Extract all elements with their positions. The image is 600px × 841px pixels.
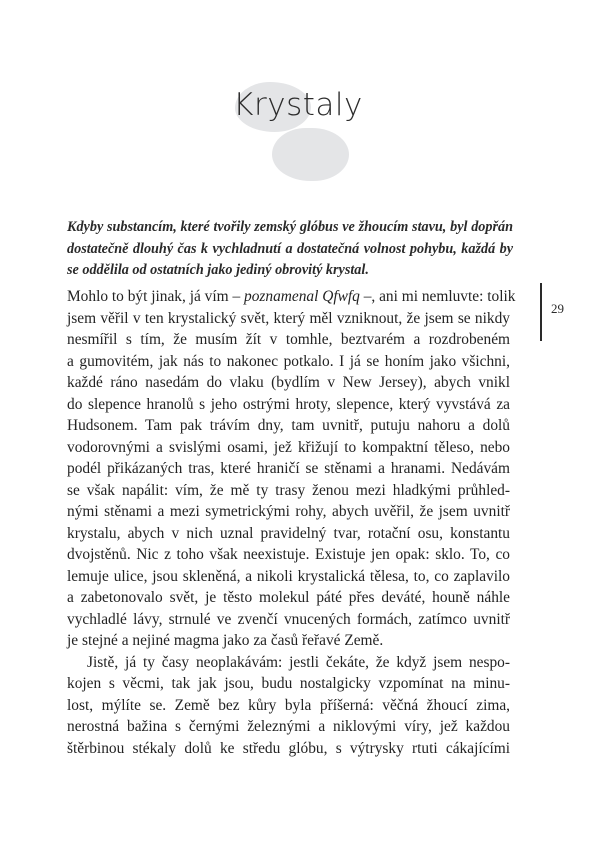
body-line: vodorovnými a svislými osami, jež křižují to kompaktní těleso, nebo bbox=[67, 438, 510, 456]
body-line: a gumovitém, jak nás to nakonec potkalo. I já se honím jako všichni, bbox=[67, 352, 510, 370]
page-number: 29 bbox=[551, 301, 564, 316]
body-text-span: –, ani mi nemluvte: tolik bbox=[359, 288, 516, 305]
body-line: je stejné a nejiné magma jako za časů řeřavé Země. bbox=[67, 632, 384, 649]
body-line: nesmířil s tím, že musím žít v tomhle, beztvarém a rozdrobeném bbox=[67, 331, 510, 348]
body-text-span: Mohlo to být jinak, já vím – bbox=[67, 288, 244, 305]
epigraph-line: se oddělila od ostatních jako jediný obrovitý krystal. bbox=[67, 262, 369, 278]
body-line: štěrbinou stékaly dolů ke středu glóbu, s výtrysky rtuti cákajícími bbox=[67, 739, 510, 757]
body-text bbox=[67, 286, 516, 759]
body-line: se však napálit: vím, že mě ty trasy ženou mezi hladkými průhled- bbox=[67, 481, 510, 499]
body-line: Hudsonem. Tam pak trávím dny, tam uvnitř, putuju nahoru a dolů bbox=[67, 417, 510, 434]
body-line: krystalu, abych v nich uznal pravidelný tvar, rotační osu, konstantu bbox=[67, 524, 510, 542]
page-number-rule bbox=[540, 283, 542, 341]
body-line: každé ráno nasedám do vlaku (bydlím v New Jersey), abych vnikl bbox=[67, 374, 510, 391]
body-line: dvojstěnů. Nic z toho však neexistuje. Existuje jen opak: sklo. To, co bbox=[67, 546, 510, 563]
chapter-title: Krystaly bbox=[233, 87, 363, 123]
body-line: vychladlé lávy, strnulé ve zvenčí vnucených formách, zatímco uvnitř bbox=[67, 610, 510, 628]
epigraph-line: dostatečně dlouhý čas k vychladnutí a dostatečná volnost pohybu, každá by bbox=[67, 240, 513, 257]
decorative-blob-bottom bbox=[272, 128, 349, 181]
body-line: nerostná bažina s černými železnými a niklovými víry, jež každou bbox=[67, 718, 510, 735]
body-line: Jistě, já ty časy neoplakávám: jestli čekáte, že když jsem nespo- bbox=[87, 653, 510, 671]
body-line: a zabetonovalo svět, je těsto molekul páté přes deváté, houně náhle bbox=[67, 589, 510, 606]
body-line bbox=[67, 286, 516, 308]
body-line: lost, mýlíte se. Země bez kůry byla příšerná: věčná žhoucí zima, bbox=[67, 696, 510, 714]
body-line: do slepence hranolů s jeho ostrými hroty, slepence, který vyvstává za bbox=[67, 395, 510, 413]
epigraph-line: Kdyby substancím, které tvořily zemský glóbus ve žhoucím stavu, byl dopřán bbox=[67, 219, 513, 235]
body-line: nými stěnami a mezi symetrickými rohy, abych uvěřil, že jsem uvnitř bbox=[67, 503, 510, 520]
speaker-attribution: poznamenal Qfwfq bbox=[244, 288, 360, 305]
epigraph bbox=[67, 217, 513, 282]
body-line: jsem věřil v ten krystalický svět, který měl vzniknout, že jsem se nikdy bbox=[67, 309, 510, 327]
body-line: lemuje ulice, jsou skleněná, a nikoli krystalická tělesa, to, co zaplavilo bbox=[67, 567, 510, 585]
body-line: kojen s věcmi, tak jak jsou, budu nostalgicky vzpomínat na minu- bbox=[67, 675, 510, 692]
body-line: podél přikázaných tras, které hraničí se stěnami a hranami. Nedávám bbox=[67, 460, 510, 477]
